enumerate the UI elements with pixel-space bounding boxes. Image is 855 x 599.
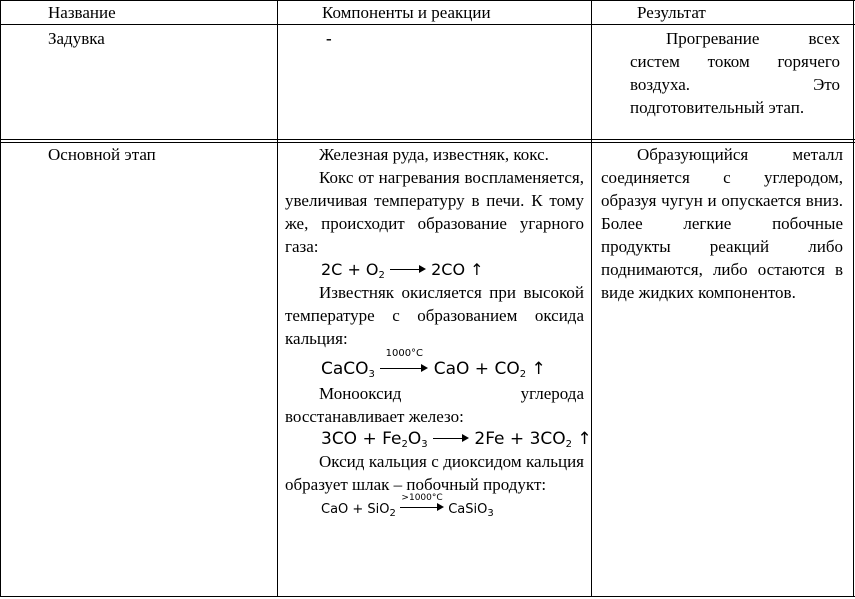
arrow-icon — [433, 433, 469, 443]
row2-result-text: Образующийся металл соединяется с углеродом, образуя чугун и опускается вниз. Более легкие побочные продукты реакций либо поднимаются, либо остаются в виде жидких компонентов. — [601, 145, 843, 302]
header-result: Результат — [637, 3, 706, 22]
border-row1-bottom — [0, 139, 855, 140]
eq3-left-b: O — [407, 429, 422, 449]
row1-components: - — [326, 29, 332, 48]
eq2-arrow — [380, 348, 428, 380]
eq3-right-b: ↑ — [572, 429, 592, 449]
arrow-icon — [390, 264, 426, 274]
components-paragraph-5: Оксид кальция с диоксидом кальция образует шлак – побочный продукт: — [285, 452, 584, 494]
eq4-sub1: 2 — [389, 508, 396, 519]
eq3-sub2: 3 — [421, 439, 428, 450]
eq4-left-a: CaO + SiO — [321, 502, 390, 517]
eq1-right: 2CO ↑ — [431, 260, 484, 279]
row2-components — [285, 143, 592, 519]
eq3-right-sub: 2 — [565, 439, 573, 450]
eq1-sub: 2 — [378, 270, 385, 281]
row2-name: Основной этап — [48, 145, 156, 164]
components-paragraph-1: Железная руда, известняк, кокс. — [319, 145, 549, 164]
header-name: Название — [48, 3, 116, 22]
equation-4 — [285, 493, 584, 519]
eq4-right-a: CaSiO — [448, 502, 488, 517]
eq2-right-a: CaO + CO — [433, 359, 520, 379]
eq1-left: 2C + O — [321, 260, 379, 279]
equation-3 — [285, 428, 592, 450]
arrow-icon — [380, 363, 428, 373]
row2-result — [601, 143, 843, 304]
header-components: Компоненты и реакции — [322, 3, 491, 22]
border-bottom — [0, 596, 855, 597]
eq4-condition: >1000°C — [401, 493, 443, 503]
equation-1 — [285, 259, 584, 281]
equation-2 — [285, 348, 584, 380]
eq3-right-a: 2Fe + 3CO — [474, 429, 566, 449]
eq3-sub1: 2 — [401, 439, 408, 450]
arrow-icon — [400, 502, 444, 512]
components-paragraph-2: Кокс от нагревания воспламеняется, увеличивая температуру в печи. К тому же, происходит образование угарного газа: — [285, 168, 584, 256]
border-left — [0, 0, 1, 597]
eq4-arrow — [400, 493, 444, 518]
eq2-sub: 3 — [368, 369, 375, 380]
row1-name: Задувка — [48, 29, 105, 48]
components-paragraph-4: Монооксид углерода восстанавливает железо: — [285, 384, 584, 426]
border-top — [0, 0, 855, 1]
border-col1 — [277, 0, 278, 597]
eq4-right-sub: 3 — [487, 508, 494, 519]
components-paragraph-3: Известняк окисляется при высокой температуре с образованием оксида кальция: — [285, 283, 584, 348]
border-right — [853, 0, 854, 597]
border-col2 — [591, 0, 592, 597]
eq2-condition: 1000°C — [385, 348, 424, 359]
eq2-right-b: ↑ — [526, 359, 546, 379]
eq3-left-a: 3CO + Fe — [321, 429, 402, 449]
row1-result-text: Прогревание всех систем током горячего воздуха. Это подготовительный этап. — [630, 29, 840, 117]
eq2-right-sub: 2 — [519, 369, 527, 380]
border-header-bottom — [0, 24, 855, 25]
row1-result — [630, 27, 840, 119]
eq2-left: CaCO — [321, 359, 369, 379]
